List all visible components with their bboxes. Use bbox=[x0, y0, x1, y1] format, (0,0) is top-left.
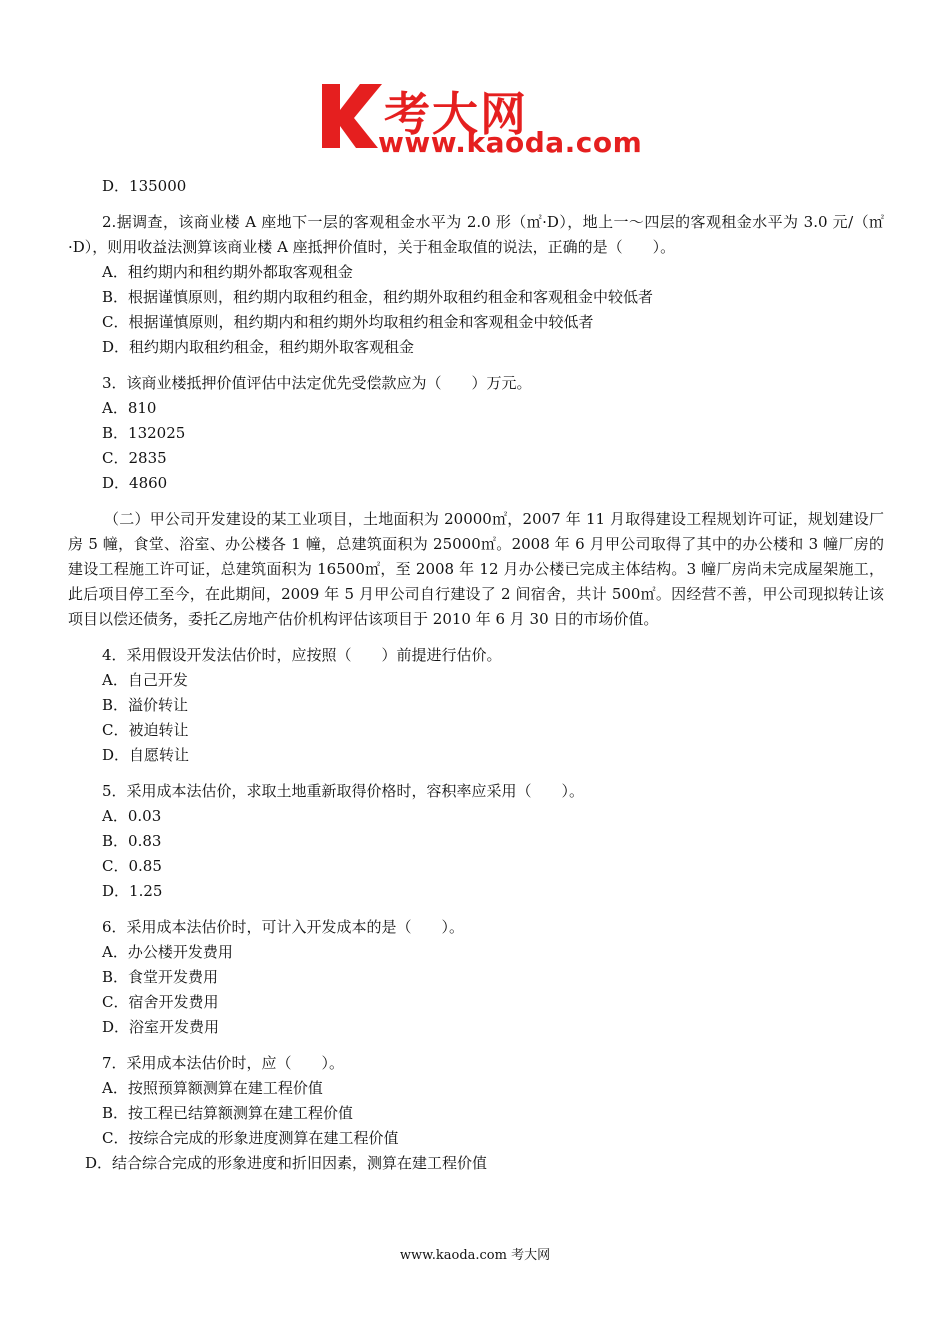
page-footer: www.kaoda.com 考大网 bbox=[399, 1248, 551, 1263]
question-5-option-b: B．0.83 bbox=[102, 832, 162, 850]
question-5-option-d: D．1.25 bbox=[102, 882, 163, 900]
question-5-option-c: C．0.85 bbox=[102, 857, 162, 875]
question-5-stem: 5．采用成本法估价，求取土地重新取得价格时，容积率应采用（ ）。 bbox=[102, 782, 585, 800]
question-4-option-c: C．被迫转让 bbox=[102, 721, 189, 739]
question-3 bbox=[68, 371, 884, 496]
question-3-option-c: C．2835 bbox=[102, 449, 167, 467]
question-3-option-b: B．132025 bbox=[102, 424, 186, 442]
question-5 bbox=[68, 779, 884, 904]
question-3-option-a: A．810 bbox=[102, 399, 157, 417]
case-2-paragraph: （二）甲公司开发建设的某工业项目，土地面积为 20000㎡，2007 年 11 月取得建设工程规划许可证，规划建设厂房 5 幢，食堂、浴室、办公楼各 1 幢，总建筑面积为 25000㎡。2008 年 6 月甲公司取得了其中的办公楼和 3 幢厂房的建设工程施工许可证，总建筑面积为 16500㎡，至 2008 年 12 月办公楼已完成主体结构。3 幢厂房尚未完成屋架施工，此后项目停工至今，在此期间，2009 年 5 月甲公司自行建设了 2 间宿舍，共计 500㎡。因经营不善，甲公司现拟转让该项目以偿还债务，委托乙房地产估价机构评估该项目于 2010 年 6 月 30 日的市场价值。 bbox=[68, 510, 884, 628]
question-2-option-b: B．根据谨慎原则，租约期内取租约租金，租约期外取租约租金和客观租金中较低者 bbox=[102, 288, 654, 306]
question-7-option-b: B．按工程已结算额测算在建工程价值 bbox=[102, 1104, 354, 1122]
question-6 bbox=[68, 915, 884, 1040]
question-4-option-d: D．自愿转让 bbox=[102, 746, 190, 764]
question-2-option-c: C．根据谨慎原则，租约期内和租约期外均取租约租金和客观租金中较低者 bbox=[102, 313, 594, 331]
question-2-option-a: A．租约期内和租约期外都取客观租金 bbox=[102, 263, 353, 281]
question-7-option-a: A．按照预算额测算在建工程价值 bbox=[102, 1079, 323, 1097]
kaoda-logo bbox=[318, 80, 643, 160]
prev-option-d: D．135000 bbox=[102, 177, 187, 195]
question-2-stem: 2.据调查，该商业楼 A 座地下一层的客观租金水平为 2.0 形（㎡·D），地上一～四层的客观租金水平为 3.0 元/（㎡·D），则用收益法测算该商业楼 A 座抵押价值时，关于租金取值的说法，正确的是（ ）。 bbox=[68, 213, 884, 256]
question-4-option-a: A．自己开发 bbox=[102, 671, 188, 689]
logo-url-text: www.kaoda.com bbox=[378, 126, 643, 159]
question-6-option-a: A．办公楼开发费用 bbox=[102, 943, 233, 961]
question-3-option-d: D．4860 bbox=[102, 474, 168, 492]
question-4-stem: 4．采用假设开发法估价时，应按照（ ）前提进行估价。 bbox=[102, 646, 502, 664]
question-6-option-c: C．宿舍开发费用 bbox=[102, 993, 219, 1011]
question-3-stem: 3．该商业楼抵押价值评估中法定优先受偿款应为（ ）万元。 bbox=[102, 374, 532, 392]
question-2 bbox=[68, 210, 884, 360]
question-7-stem: 7．采用成本法估价时，应（ ）。 bbox=[102, 1054, 345, 1072]
question-2-option-d: D．租约期内取租约租金，租约期外取客观租金 bbox=[102, 338, 415, 356]
question-7-option-c: C．按综合完成的形象进度测算在建工程价值 bbox=[102, 1129, 399, 1147]
question-6-option-b: B．食堂开发费用 bbox=[102, 968, 219, 986]
question-5-option-a: A．0.03 bbox=[102, 807, 162, 825]
logo-brand-text: 考大网 bbox=[384, 87, 528, 141]
question-7 bbox=[68, 1051, 884, 1176]
question-4 bbox=[68, 643, 884, 768]
question-4-option-b: B．溢价转让 bbox=[102, 696, 189, 714]
exam-content bbox=[68, 174, 884, 1176]
question-6-option-d: D．浴室开发费用 bbox=[102, 1018, 220, 1036]
question-6-stem: 6．采用成本法估价时，可计入开发成本的是（ ）。 bbox=[102, 918, 465, 936]
question-7-option-d: D．结合综合完成的形象进度和折旧因素，测算在建工程价值 bbox=[85, 1154, 488, 1172]
